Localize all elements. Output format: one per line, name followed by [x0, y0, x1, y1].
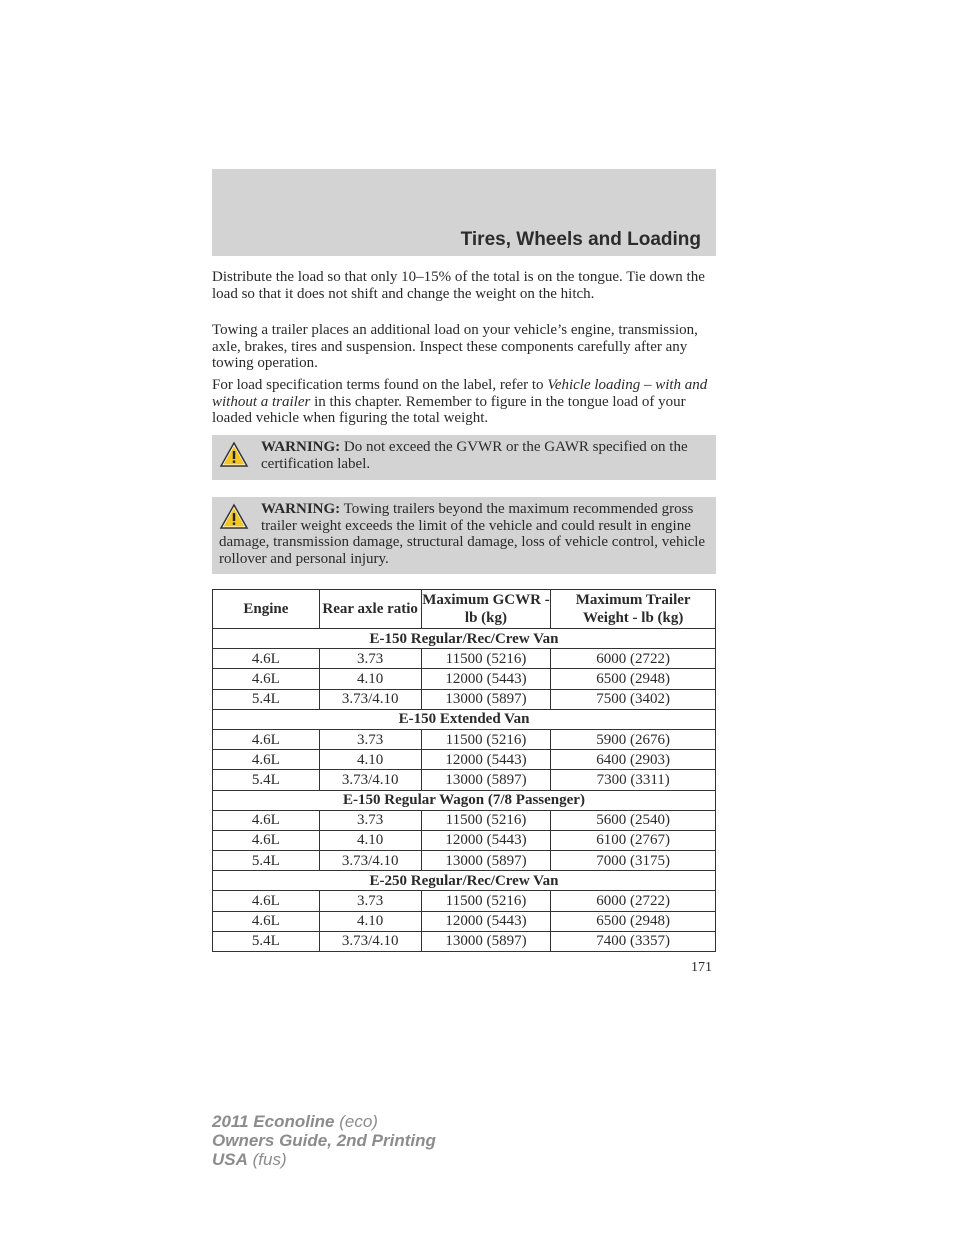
- paragraph-load-specification: [212, 377, 716, 427]
- cell-engine: 4.6L: [213, 750, 320, 770]
- cell-axle-ratio: 4.10: [319, 750, 421, 770]
- group-title: E-150 Regular/Rec/Crew Van: [213, 629, 716, 649]
- cell-gcwr: 13000 (5897): [421, 851, 551, 871]
- warning-label: WARNING:: [261, 439, 341, 455]
- warning-box-trailer-weight: [212, 497, 716, 574]
- cell-axle-ratio: 3.73/4.10: [319, 689, 421, 709]
- cell-gcwr: 11500 (5216): [421, 729, 551, 749]
- cell-engine: 4.6L: [213, 810, 320, 830]
- cell-axle-ratio: 4.10: [319, 911, 421, 931]
- footer-line-model: [212, 1112, 436, 1131]
- cell-gcwr: 11500 (5216): [421, 649, 551, 669]
- cell-gcwr: 13000 (5897): [421, 931, 551, 951]
- cell-trailer-weight: 6100 (2767): [551, 830, 716, 850]
- warning-triangle-icon: [219, 503, 249, 530]
- footer-line-guide: [212, 1131, 436, 1150]
- header-rear-axle-ratio: Rear axle ratio: [319, 590, 421, 629]
- warning-text: Do not exceed the GVWR or the GAWR specified on the certification label.: [261, 439, 688, 472]
- table-group-row: [213, 871, 716, 891]
- towing-capacity-table: [212, 589, 716, 952]
- cell-trailer-weight: 6400 (2903): [551, 750, 716, 770]
- cell-trailer-weight: 5900 (2676): [551, 729, 716, 749]
- cell-axle-ratio: 3.73: [319, 891, 421, 911]
- cell-gcwr: 12000 (5443): [421, 669, 551, 689]
- warning-triangle-icon: [219, 441, 249, 468]
- page-number: 171: [691, 960, 712, 975]
- paragraph-tongue-load: Distribute the load so that only 10–15% of the total is on the tongue. Tie down the load so that it does not shift and change the weight on the hitch.: [212, 269, 705, 302]
- table-header-row: [213, 590, 716, 629]
- cell-trailer-weight: 6000 (2722): [551, 649, 716, 669]
- footer-market-code: (fus): [247, 1150, 287, 1169]
- cell-axle-ratio: 3.73/4.10: [319, 770, 421, 790]
- cell-engine: 4.6L: [213, 669, 320, 689]
- cell-trailer-weight: 7000 (3175): [551, 851, 716, 871]
- header-maximum-trailer-weight: Maximum Trailer Weight - lb (kg): [551, 590, 716, 629]
- paragraph-text: in this chapter. Remember to figure in the tongue load of your loaded vehicle when figuring the total weight.: [212, 393, 686, 426]
- cell-axle-ratio: 3.73: [319, 729, 421, 749]
- table-group-row: [213, 790, 716, 810]
- cell-gcwr: 12000 (5443): [421, 750, 551, 770]
- document-footer: [212, 1112, 436, 1169]
- cell-gcwr: 12000 (5443): [421, 911, 551, 931]
- table-row: [213, 689, 716, 709]
- table-row: [213, 931, 716, 951]
- group-title: E-250 Regular/Rec/Crew Van: [213, 871, 716, 891]
- cell-engine: 5.4L: [213, 851, 320, 871]
- cell-trailer-weight: 6500 (2948): [551, 669, 716, 689]
- section-header-band: [212, 169, 716, 256]
- cell-engine: 4.6L: [213, 830, 320, 850]
- section-title: Tires, Wheels and Loading: [460, 229, 701, 250]
- group-title: E-150 Extended Van: [213, 709, 716, 729]
- table-row: [213, 851, 716, 871]
- table-row: [213, 810, 716, 830]
- cell-axle-ratio: 4.10: [319, 830, 421, 850]
- cell-gcwr: 11500 (5216): [421, 810, 551, 830]
- footer-model: 2011 Econoline: [212, 1112, 335, 1131]
- cell-engine: 4.6L: [213, 649, 320, 669]
- table-row: [213, 649, 716, 669]
- footer-model-code: (eco): [334, 1112, 378, 1131]
- table-row: [213, 669, 716, 689]
- cell-axle-ratio: 3.73: [319, 649, 421, 669]
- cell-gcwr: 11500 (5216): [421, 891, 551, 911]
- cell-axle-ratio: 3.73/4.10: [319, 931, 421, 951]
- cell-trailer-weight: 6000 (2722): [551, 891, 716, 911]
- table-row: [213, 729, 716, 749]
- warning-box-gvwr: [212, 435, 716, 480]
- footer-line-market: [212, 1150, 436, 1169]
- cell-engine: 5.4L: [213, 770, 320, 790]
- cell-trailer-weight: 7500 (3402): [551, 689, 716, 709]
- table-group-row: [213, 629, 716, 649]
- cell-engine: 4.6L: [213, 729, 320, 749]
- table-row: [213, 891, 716, 911]
- table-row: [213, 750, 716, 770]
- cell-trailer-weight: 7300 (3311): [551, 770, 716, 790]
- table-group-row: [213, 709, 716, 729]
- cell-axle-ratio: 4.10: [319, 669, 421, 689]
- cell-engine: 4.6L: [213, 891, 320, 911]
- cell-engine: 5.4L: [213, 689, 320, 709]
- cell-gcwr: 13000 (5897): [421, 770, 551, 790]
- footer-market: USA: [212, 1150, 248, 1169]
- paragraph-text: For load specification terms found on the label, refer to: [212, 377, 548, 393]
- cell-axle-ratio: 3.73/4.10: [319, 851, 421, 871]
- footer-guide: Owners Guide, 2nd Printing: [212, 1131, 436, 1150]
- header-maximum-gcwr: Maximum GCWR - lb (kg): [421, 590, 551, 629]
- cell-trailer-weight: 7400 (3357): [551, 931, 716, 951]
- cell-axle-ratio: 3.73: [319, 810, 421, 830]
- cell-gcwr: 13000 (5897): [421, 689, 551, 709]
- cell-trailer-weight: 5600 (2540): [551, 810, 716, 830]
- cell-trailer-weight: 6500 (2948): [551, 911, 716, 931]
- table-row: [213, 830, 716, 850]
- paragraph-towing-load: Towing a trailer places an additional load on your vehicle’s engine, transmission, axle, brakes, tires and suspension. Inspect these components carefully after any towing operation.: [212, 322, 698, 371]
- table-row: [213, 770, 716, 790]
- cell-engine: 5.4L: [213, 931, 320, 951]
- group-title: E-150 Regular Wagon (7/8 Passenger): [213, 790, 716, 810]
- table-row: [213, 911, 716, 931]
- warning-label: WARNING:: [261, 501, 341, 517]
- warning-text: Towing trailers beyond the maximum recommended gross trailer weight exceeds the limit of the vehicle and could result in engine damage, transmission damage, structural damage, loss of vehicle control, vehicle rollover and personal injury.: [219, 501, 706, 567]
- vehicle-loading-reference: Vehicle loading – with and without a trailer: [212, 377, 708, 410]
- cell-gcwr: 12000 (5443): [421, 830, 551, 850]
- cell-engine: 4.6L: [213, 911, 320, 931]
- header-engine: Engine: [213, 590, 320, 629]
